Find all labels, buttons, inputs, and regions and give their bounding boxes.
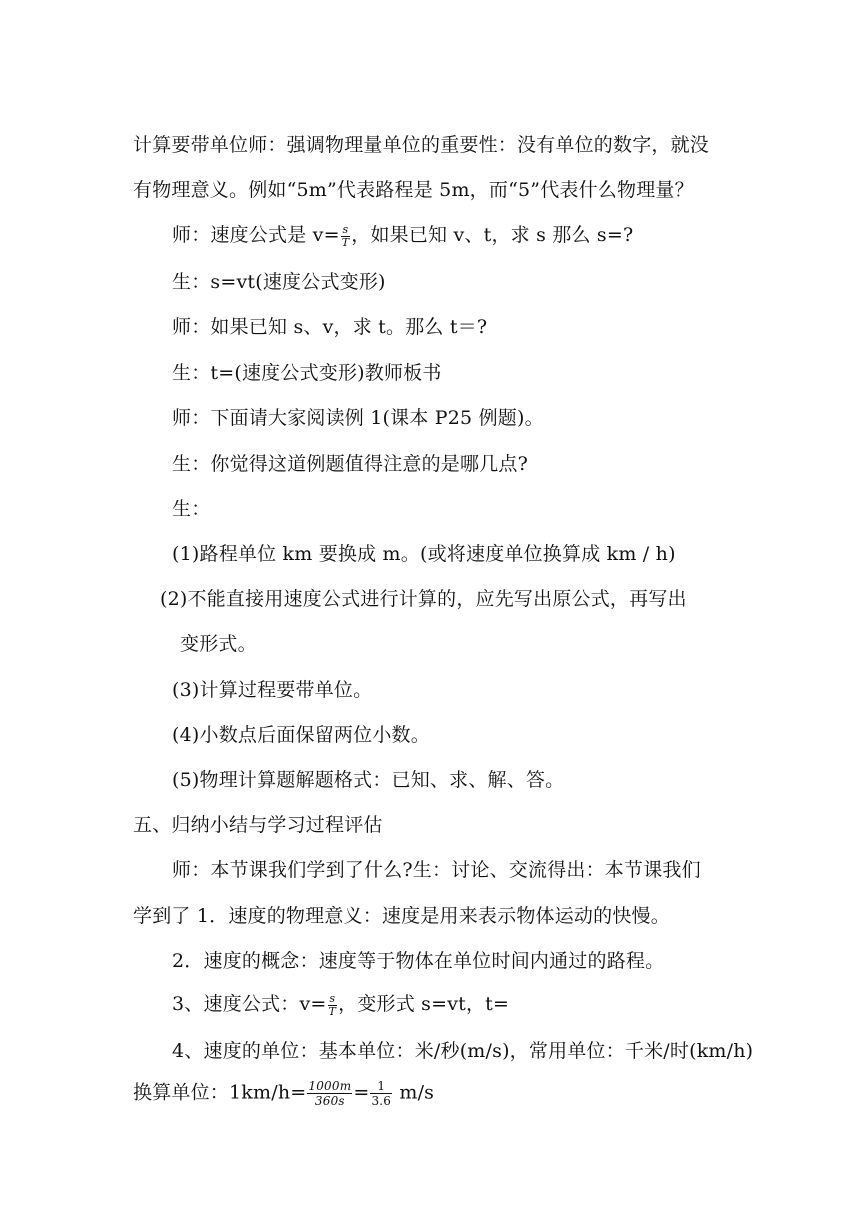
fraction-1-over-3-6 [370, 1079, 392, 1108]
text-line-1: 计算要带单位师：强调物理量单位的重要性：没有单位的数字，就没 [133, 134, 710, 156]
text-line-20 [172, 992, 509, 1018]
text-line-5: 师：如果已知 s、v，求 t。那么 t＝? [172, 316, 488, 338]
fraction-denominator: T [341, 235, 350, 249]
text-line-11: (2)不能直接用速度公式进行计算的，应先写出原公式，再写出 [160, 588, 687, 610]
text-line-18: 学到了 1．速度的物理意义：速度是用来表示物体运动的快慢。 [133, 905, 670, 927]
text-line-22 [133, 1079, 434, 1108]
text-line-13: (3)计算过程要带单位。 [172, 679, 373, 701]
fraction-s-over-t [341, 224, 351, 249]
text-line-4: 生：s=vt(速度公式变形) [172, 271, 386, 293]
fraction-numerator: s [329, 991, 336, 1005]
fraction-denominator: 360s [314, 1094, 345, 1108]
text-line-7: 师：下面请大家阅读例 1(课本 P25 例题)。 [172, 407, 544, 429]
text-line-2: 有物理意义。例如“5m”代表路程是 5m，而“5”代表什么物理量？ [133, 179, 694, 201]
fraction-s-over-t [328, 993, 338, 1018]
text-segment: m/s [393, 1081, 435, 1104]
text-line-15: (5)物理计算题解题格式：已知、求、解、答。 [172, 769, 565, 791]
fraction-denominator: T [328, 1004, 337, 1018]
text-segment: 换算单位：1km/h= [133, 1081, 307, 1104]
fraction-numerator: 1000m [308, 1079, 352, 1093]
text-line-10: (1)路程单位 km 要换成 m。(或将速度单位换算成 km / h) [172, 543, 676, 565]
text-line-19: 2．速度的概念：速度等于物体在单位时间内通过的路程。 [172, 950, 665, 972]
text-line-3 [172, 223, 633, 249]
fraction-1000m-over-360s [307, 1079, 352, 1108]
text-line-17: 师：本节课我们学到了什么?生：讨论、交流得出：本节课我们 [172, 859, 701, 881]
fraction-numerator: 1 [370, 1079, 392, 1094]
text-line-12: 变形式。 [180, 633, 257, 655]
text-segment: 3、速度公式：v= [172, 993, 327, 1015]
text-line-21: 4、速度的单位：基本单位：米/秒(m/s)，常用单位：千米/时(km/h) [172, 1040, 754, 1062]
fraction-numerator: s [342, 222, 349, 236]
text-line-14: (4)小数点后面保留两位小数。 [172, 724, 430, 746]
text-segment: 师：速度公式是 v= [172, 224, 340, 246]
text-segment: = [353, 1081, 370, 1104]
fraction-denominator: 3.6 [371, 1094, 392, 1108]
text-line-9: 生： [172, 498, 211, 520]
text-segment: ，变形式 s=vt，t= [338, 993, 510, 1015]
text-segment: ，如果已知 v、t，求 s 那么 s=? [351, 224, 634, 246]
text-line-8: 生：你觉得这道例题值得注意的是哪几点? [172, 453, 528, 475]
text-line-6: 生：t=(速度公式变形)教师板书 [172, 362, 442, 384]
section-heading: 五、归纳小结与学习过程评估 [133, 814, 383, 836]
